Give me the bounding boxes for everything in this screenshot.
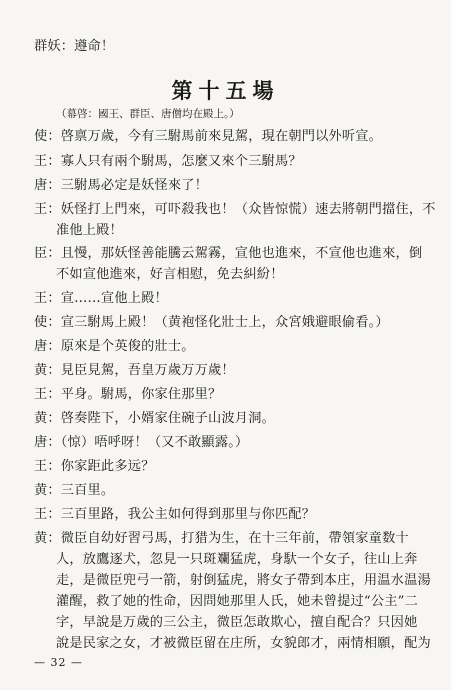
text-line: 准他上殿！: [56, 223, 123, 238]
text-line: 黄：啓奏陛下，小婿家住碗子山波月洞。: [34, 411, 275, 426]
text-line: 唐：三駙馬必定是妖怪來了！: [34, 178, 209, 193]
text-line: 臣：且慢，那妖怪善能騰云駕霧，宣他也進來，不宣他也進來，倒: [34, 246, 423, 261]
text-line: 使：宣三駙馬上殿！（黄袍怪化壯士上，众宮娥避眼偷看。）: [34, 315, 389, 330]
text-line: 說是民家之女，才被微臣留在庄所，女貌郎才，兩情相願，配为: [56, 636, 431, 651]
text-line: 王：三百里路，我公主如何得到那里与你匹配？: [34, 507, 316, 522]
text-line: 唐：原來是个英俊的壯士。: [34, 339, 195, 354]
text-line: 使：啓禀万歲，今有三駙馬前來見駕，現在朝門以外听宣。: [34, 129, 383, 144]
scene-title: 第十五場: [171, 78, 280, 103]
text-line: 走，是微臣兜弓一箭，射倒猛虎，將女子帶到本庄，用温水温湯: [56, 573, 431, 588]
text-line: 群妖：遵命！: [34, 39, 115, 54]
text-line: 王：寡人只有兩个駙馬，怎麼又來个三駙馬？: [34, 154, 302, 169]
page-number: — 32 —: [34, 656, 83, 669]
stage-direction: （幕啓：國王、群臣、唐僧均在殿上。）: [56, 108, 240, 120]
text-line: 灌醒，救了她的性命，因問她那里人氏，她未曾提过“公主”二: [56, 594, 418, 609]
text-line: 人，放鷹逐犬，忽見一只斑斕猛虎，身馱一个女子，往山上奔: [56, 552, 418, 567]
text-line: 黄：見臣見駕，吾皇万歲万万歲！: [34, 363, 235, 378]
text-line: 王：平身。駙馬，你家住那里？: [34, 387, 222, 402]
text-line: 唐：（惊）唔呼呀！（又不敢顯露。）: [34, 435, 249, 450]
text-line: 王：宣……宣他上殿！: [34, 291, 168, 306]
text-line: 王：妖怪打上門來，可吓殺我也！（众皆惊慌）速去將朝門擋住，不: [34, 202, 436, 217]
text-line: 黄：三百里。: [34, 483, 115, 498]
text-line: 黄：微臣自幼好習弓馬，打猎为生，在十三年前，帶領家童数十: [34, 531, 409, 546]
text-line: 王：你家距此多远？: [34, 459, 155, 474]
text-line: 不如宣他進來，好言相慰，免去糾紛！: [56, 267, 284, 282]
text-line: 字，早說是万歲的三公主，微臣怎敢欺心，擅自配合？只因她: [56, 615, 418, 630]
